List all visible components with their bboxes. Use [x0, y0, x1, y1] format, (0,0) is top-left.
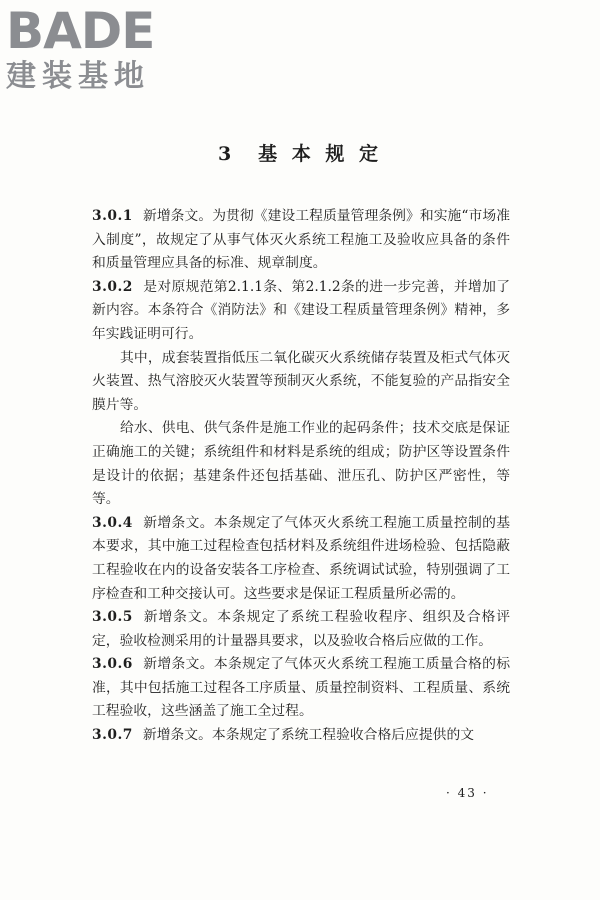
paragraph-text: 新增条文。本条规定了系统工程验收程序、组织及合格评定，验收检测采用的计量器具要求，以及验收合格后应做的工作。 [92, 609, 510, 649]
paragraph-3-0-2 [92, 276, 510, 347]
paragraph-text: 新增条文。本条规定了气体灭火系统工程施工质量控制的基本要求，其中施工过程检查包括材料及系统组件进场检验、包括隐蔽工程验收在内的设备安装各工序检查、系统调试试验，特别强调了工序检查和工种交接认可。这些要求是保证工程质量所必需的。 [92, 514, 510, 602]
paragraph-text: 是对原规范第2.1.1条、第2.1.2条的进一步完善，并增加了新内容。本条符合《消防法》和《建设工程质量管理条例》精神，多年实践证明可行。 [92, 278, 510, 342]
clause-number: 3.0.6 [92, 656, 133, 673]
clause-number: 3.0.7 [92, 727, 133, 744]
bade-logo [6, 4, 176, 94]
paragraph-text: 其中，成套装置指低压二氧化碳灭火系统储存装置及柜式气体灭火装置、热气溶胶灭火装置等预制灭火系统，不能复验的产品指安全膜片等。 [92, 349, 510, 413]
paragraph-text: 新增条文。为贯彻《建设工程质量管理条例》和实施“市场准入制度”，故规定了从事气体灭火系统工程施工及验收应具备的条件和质量管理应具备的标准、规章制度。 [92, 208, 510, 272]
paragraph-3-0-6 [92, 653, 510, 724]
paragraph-3-0-2-note-1 [92, 347, 510, 418]
clause-number: 3.0.5 [92, 609, 133, 626]
logo-latin: BADE [6, 2, 155, 60]
page-number: · 43 · [446, 786, 489, 800]
paragraph-3-0-1 [92, 205, 510, 276]
clause-number: 3.0.1 [92, 208, 133, 224]
paragraph-text: 给水、供电、供气条件是施工作业的起码条件；技术交底是保证正确施工的关键；系统组件和材料是系统的组成；防护区等设置条件是设计的依据；基建条件还包括基础、泄压孔、防护区严密性，等等。 [92, 420, 510, 508]
paragraph-3-0-7 [92, 724, 510, 748]
paragraph-3-0-4 [92, 512, 510, 606]
paragraph-3-0-2-note-2 [92, 417, 510, 511]
clause-number: 3.0.4 [92, 514, 133, 531]
document-body [92, 205, 510, 748]
paragraph-3-0-5 [92, 606, 510, 653]
chapter-title: 3 基 本 规 定 [217, 143, 383, 165]
paragraph-text: 新增条文。本条规定了系统工程验收合格后应提供的文 [142, 727, 475, 744]
clause-number: 3.0.2 [92, 278, 133, 295]
paragraph-text: 新增条文。本条规定了气体灭火系统工程施工质量合格的标准，其中包括施工过程各工序质量、质量控制资料、工程质量、系统工程验收，这些涵盖了施工全过程。 [92, 656, 510, 720]
logo-cjk: 建装基地 [6, 59, 150, 94]
